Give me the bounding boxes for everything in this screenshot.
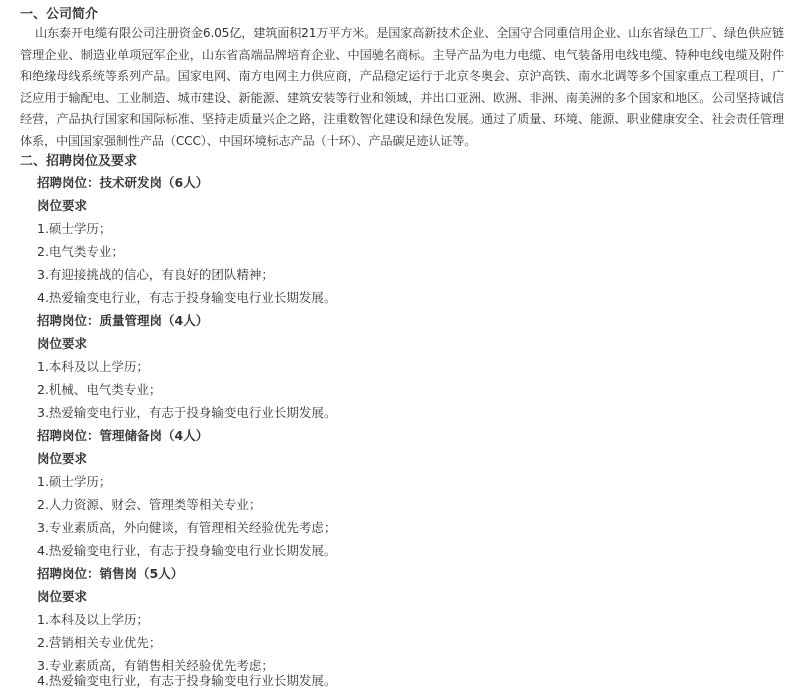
position-title: 招聘岗位：技术研发岗（6人）	[37, 175, 209, 190]
requirement-item: 3.专业素质高，有销售相关经验优先考虑；	[37, 658, 274, 673]
requirement-item: 2.营销相关专业优先；	[37, 635, 162, 650]
requirement-item: 1.本科及以上学历；	[37, 612, 149, 627]
requirement-item: 1.本科及以上学历；	[37, 359, 149, 374]
requirements-label: 岗位要求	[37, 198, 88, 213]
section-title-recruitment: 二、招聘岗位及要求	[20, 154, 138, 169]
company-intro-paragraph: 山东泰开电缆有限公司注册资金6.05亿，建筑面积21万平方米。是国家高新技术企业、全国守合同重信用企业、山东省绿色工厂、绿色供应链管理企业、制造业单项冠军企业，山东省高端品牌培育企业、中国驰名商标。主导产品为电力电缆、电气装备用电线电缆、特种电线电缆及附件和绝缘母线系统等系列产品。国家电网、南方电网主力供应商，产品稳定运行于北京冬奥会、京沪高铁、南水北调等多个国家重点工程项目，广泛应用于输配电、工业制造、城市建设、新能源、建筑安装等行业和领域，并出口亚洲、欧洲、非洲、南美洲的多个国家和地区。公司坚持诚信经营，产品执行国家和国际标准、坚持走质量兴企之路，注重数智化建设和绿色发展。通过了质量、环境、能源、职业健康安全、社会责任管理体系，中国国家强制性产品（CCC）、中国环境标志产品（十环）、产品碳足迹认证等。	[20, 26, 784, 148]
requirement-item: 2.机械、电气类专业；	[37, 382, 162, 397]
requirement-item: 4.热爱输变电行业，有志于投身输变电行业长期发展。	[37, 673, 337, 688]
requirement-item: 2.电气类专业；	[37, 244, 124, 259]
requirement-item: 4.热爱输变电行业，有志于投身输变电行业长期发展。	[37, 290, 337, 305]
position-title: 招聘岗位：管理储备岗（4人）	[37, 428, 209, 443]
requirement-item: 1.硕士学历；	[37, 221, 112, 236]
requirement-item-clipped	[37, 673, 337, 688]
requirements-label: 岗位要求	[37, 451, 88, 466]
requirement-item: 1.硕士学历；	[37, 474, 112, 489]
requirements-label: 岗位要求	[37, 336, 88, 351]
requirement-item: 3.有迎接挑战的信心，有良好的团队精神；	[37, 267, 274, 282]
requirement-item: 4.热爱输变电行业，有志于投身输变电行业长期发展。	[37, 543, 337, 558]
requirement-item: 3.专业素质高，外向健谈，有管理相关经验优先考虑；	[37, 520, 337, 535]
position-title: 招聘岗位：销售岗（5人）	[37, 566, 184, 581]
requirement-item: 2.人力资源、财会、管理类等相关专业；	[37, 497, 262, 512]
position-title: 招聘岗位：质量管理岗（4人）	[37, 313, 209, 328]
requirements-label: 岗位要求	[37, 589, 88, 604]
requirement-item: 3.热爱输变电行业，有志于投身输变电行业长期发展。	[37, 405, 337, 420]
section-title-company-intro: 一、公司简介	[20, 7, 99, 22]
